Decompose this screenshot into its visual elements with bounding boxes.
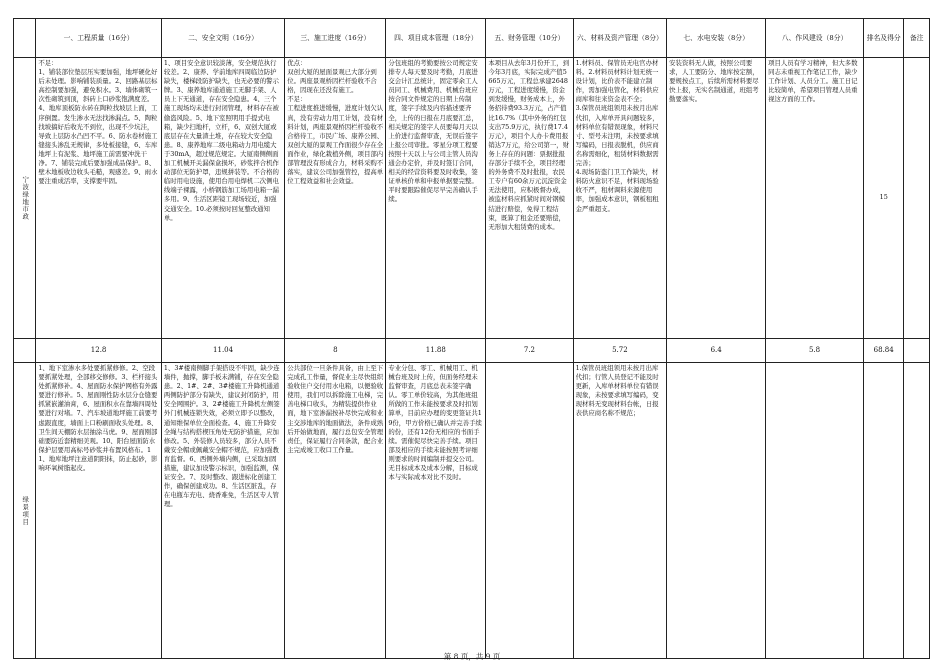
rank-value: 15 xyxy=(863,58,903,339)
header-quality: 一、工程质量（16分） xyxy=(36,19,162,58)
score-materials: 5.72 xyxy=(573,339,667,363)
quality-comment: 不足： 1、铺装部位垫层压实要加强，地坪硬化好后未处理。影响铺装质量。2、回路基层标高控制要加强，避免积水。3、墙体砌筑一次性砌筑到顶，斜砖上口砂浆饱满度差。4、地库顶板防水砖在陶粒找坡层上面，工序倒置。发生渗水无法找渗漏点。5、陶粒找坡搞好后收光不到位，出现不少坑洼，导致上层防水凸凹不平。6、防水卷材施工缝接头渗乱无规律，多处板接缝，6、车库地坪上有泥浆、地坪施工前需要冲洗干净。7、铺装完成后要加强成品保护。8、壁木地板收边收头毛糙，观感差。9、雨水要注重成活率，支撑要牢固。 xyxy=(36,58,162,339)
quality-comment: 1、地下室渗水多处要抓紧修修。2、空段要抓紧处理，全部移交修修。3、栏杆接头处抓紧修补。4、屋面防水保护网格有外露要进行修补。5、屋面刚性防水层分仓缝要抓紧嵌灌油膏，6、屋面积水在靠墙四周处要进行对堵。7、汽车坡道地坪施工前要考虑跟直度，墙面上口粉刷面收头处理。8、卫生间天棚防水层抽涂马虎。9、屋面刚部础要防近套精细美观。10、阳台屋面防水保护层要用高标号砂浆并布置风格布。11、地库地坪注意道阴阳抹，防止起砂，影响环氧树脂起皮。 xyxy=(36,363,162,659)
score-cost: 11.88 xyxy=(386,339,486,363)
cost-comment: 专业分包、零工、机械用工、机械台班及时上传，但面务经理未监督审查，月底总表未签字确认。零工单价较高，为其他班组所做的工作未能按要求及时扣划算单，目前应办理的变更签证共19份，甲方价格已确认并完善手续的份，还有12份无相应的书面手续。需催促尽快完善手续。项目部及相应的手续未能按照考评细则要求的时间编制并提交公司。无目标成本及成本分解，目标成本与实际成本对比不及时。 xyxy=(386,363,486,659)
conduct-comment xyxy=(766,363,864,659)
header-installation: 七、水电安装（8分） xyxy=(667,19,766,58)
score-safety: 11.04 xyxy=(161,339,284,363)
page-footer: 第 8 页，共 9 页 xyxy=(443,652,501,661)
rank-value xyxy=(863,363,903,659)
score-row xyxy=(14,339,930,363)
score-finance: 7.2 xyxy=(486,339,573,363)
finance-comment: 本项目从去年3月份开工，到今年3月底，实际完成产值5665万元，工程总承建2648万元，工程进度缓慢，资金到发缓慢，财务成本上，外务招待费93.3万元，占产值比16.7%（其中外务的红包支出75.9万元，执行费17.4万元），项目个人办卡费用报销达7万元，给公司第一，财务上存在的问题：票据批报存部分手续不全，项目经理的外务费不及时批报，农民工专户有60余万元沉淀资金无法使用，应积极督办成，被监材料应抓紧时间对钢模结进行赔偿，免得工程结束，既算了租金还要赔偿，无形加大租赁费的成本。 xyxy=(486,58,573,339)
installation-comment: 安装资料无人做，按照公司要求，人工要防分、地库按定额，要规按点工，后续所需材料要尽快上报，无实名制通道，班组考勤要落实。 xyxy=(667,58,766,339)
evaluation-sheet xyxy=(13,18,930,648)
note-value xyxy=(904,363,930,659)
header-project xyxy=(14,19,36,58)
progress-comment: 优点： 双创大厦的屋面景观已大部分到位。两座景观桥因栏杆验收不合格，因现在还没有施工。 不足： 工程进度推进缓慢，进度计划欠认真，没有劳动力用工计划，没有材料计划，两座景观桥因栏杆验收不合格待工，市民广场、康养公园、双创大厦的景观工作面很少存在全面作业，绿化栽植外侧，项目部内部管理没有形成合力，材料采购不落实，建议公司加强管控，提高单位工程效益和社会效益。 xyxy=(285,58,386,339)
progress-comment: 公共部位一旦条件具备，由上至下完成孔工作量，督促业主尽快组织验收住户交付用水电箱，以便验收使用，我们可以拆除施工电梯，完善电梯口收头，为精装提供作业面，地下室渗漏按补尽快完成和业主交涉地库的地面做法，条件成熟后开始做地面，履行总包安全管理责任，保证履行合同条款，配合业主完成竣工收口工作量。 xyxy=(285,363,386,659)
installation-comment xyxy=(667,363,766,659)
score-installation: 6.4 xyxy=(667,339,766,363)
materials-comment: 1.保管员班组领用未按月出库代扣；行管人员登记不能及时更新，入库单材料单位有错误现象，未按要求填写编码，变现材料无变现材料台帐，日报表供应商名称不规范； xyxy=(573,363,667,659)
header-safety: 二、安全文明（16分） xyxy=(161,19,284,58)
project-name: 绿景项目 xyxy=(14,363,36,659)
score-progress: 8 xyxy=(285,339,386,363)
score-quality: 12.8 xyxy=(36,339,162,363)
score-conduct: 5.8 xyxy=(766,339,864,363)
finance-comment xyxy=(486,363,573,659)
note-value xyxy=(904,58,930,339)
table-row xyxy=(14,58,930,339)
score-label xyxy=(14,339,36,363)
safety-comment: 1、3#楼南侧脚手架搭设不牢固，缺少连墙件，抛撑，脚手板未满铺，存在安全隐患。2、1#、2#、3#楼施工升降机通道两侧防护部分有缺失，建议封闭防护，用安全网围护。3、2#楼施工升降机左侧签外门机械连锁失效，必须立即予以整改，通知维保单位全面检查。4、施工升降安全绳与结构搭楔压角处无防护措施，应加修改。5、外装修人员较多，部分人员不戴安全帽或佩戴安全帽不规范，应加强教育监督。6、西侧外墙内侧，已采取加固措施，建议加设警示标识，加强监测，保证安全。7、及时整改、跟进标化创建工作，确保创建成功。8、生活区脏乱，存在电瓶车充电、烧香难免，生活区专人管理。 xyxy=(161,363,284,659)
conduct-comment: 项目人员有学习精神，但大多数同志未重视工作笔记工作，缺少工作计划、人员分工。施工日记比较简单，希望项目管理人员重视这方面的工作。 xyxy=(766,58,864,339)
table-row xyxy=(14,363,930,659)
project-name: 宁波绿地市政 xyxy=(14,58,36,339)
evaluation-table xyxy=(13,18,930,659)
materials-comment: 1.材料员、保管员无电官办材料。2.材料员材料计划无统一设计划，比价表不能建立制作，需加强电管化，材料供应商库和往来资金表不全； 3.保管员班组领用未按月出库代扣，入库单开具问题较多，材料单位有错误现象，材料尺寸、型号未注明，未按要求填写编码，日报表脱机，供应商名称需细化，租赁材料数据需完善； 4.现场防盗门卫工作缺失，材料防火意识不足，材料现场验收不严，租材调料来源使用率，加强成本意识，钢板租租金严重超支。 xyxy=(573,58,667,339)
safety-comment: 1、项目安全意识较淡薄，安全规范执行较差。2、康养、学前地库四周临边防护缺失，楼梯段防护缺失，也无必要的警示牌。3、康养地库通道施工无脚手架、人员上下无通道，存在安全隐患。4、三个施工现场均未进行封闭管理，材料存在被偷盗风险。5、地下室照明用手提式电箱，缺少扫地杆，立杆，6、双创大厦或底层存在大量渣土堆，存在较大安全隐患。8、康养地库二级电箱动力用电缆大于30mA，超过规范规定。大厦南侧侧面加工机械开关漏保盒损坏，砂浆拌合机作动部位无防护罩，违规拼装等。不合格的临时用电设施，使用台用电焊机二次侧电线端子裸露，小桥钢筋加工场用电箱一漏多用。9、生活区距镜工现场较近，加强交通安全。10.必须按时回复整改通知单。 xyxy=(161,58,284,339)
header-rank: 排名及得分 xyxy=(863,19,903,58)
header-conduct: 八、作风建设（8分） xyxy=(766,19,864,58)
score-total: 68.84 xyxy=(863,339,903,363)
header-finance: 五、财务管理（10分） xyxy=(486,19,573,58)
header-progress: 三、施工进度（16分） xyxy=(285,19,386,58)
header-row xyxy=(14,19,930,58)
cost-comment: 分包班组的考勤要按公司规定安排专人每天要及时考勤，月底进交会计汇总统计，固定零余工人员同工、机械费用、机械台班应按合同文件规定的日期上传制度，签字手续及内容描述要齐全，上传的日报在月底要汇总，相关规定的签字人员要每月天以上价进行监督审查，无误后签字上报公司审批。零星分项工程要按照十天以上与公司主管人员沟通会办定价，并及时签订合同，相关的经营资料要及时收集，签证单核价单和申报单据要完整。平时要跟踪催促尽早完善确认手续。 xyxy=(386,58,486,339)
header-note: 备注 xyxy=(904,19,930,58)
header-cost: 四、项目成本管理（18分） xyxy=(386,19,486,58)
header-materials: 六、材料及资产管理（8分） xyxy=(573,19,667,58)
score-note xyxy=(904,339,930,363)
